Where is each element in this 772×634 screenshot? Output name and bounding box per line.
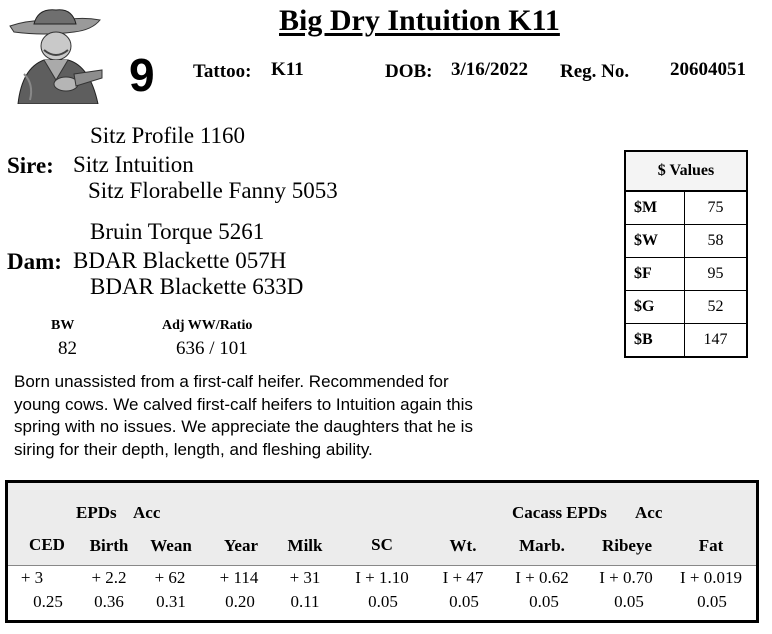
value-label: $M [625,191,685,225]
epd-value: I + 0.019 [680,568,742,587]
carcass-epd-group-label: Cacass EPDs [512,503,607,522]
sire-name: Sitz Intuition [73,152,194,177]
dam-sire: Bruin Torque 5261 [90,219,265,244]
epd-acc-label: Acc [133,503,161,522]
value-row [625,191,747,225]
epd-value: + 3 [20,568,44,587]
bw-value: 82 [58,338,77,359]
dam-dam: BDAR Blackette 633D [90,274,304,299]
sire-label: Sire: [7,153,54,178]
cowboy-logo-icon [4,4,104,104]
epd-accuracy: 0.05 [614,592,644,611]
adj-ww-value: 636 / 101 [176,338,248,359]
epd-accuracy: 0.05 [529,592,559,611]
epd-column-header: Wt. [449,536,477,555]
epd-value: + 62 [154,568,186,587]
dam-label: Dam: [7,249,62,274]
animal-name-title: Big Dry Intuition K11 [279,4,560,37]
epd-column-header: SC [371,535,393,554]
epd-value: + 2.2 [91,568,127,587]
lot-number: 9 [129,49,155,101]
value-row [625,258,747,291]
epd-accuracy: 0.11 [290,592,320,611]
epd-value: I + 0.62 [515,568,569,587]
value-label: $W [625,225,685,258]
epd-column-header: Fat [698,536,724,555]
sale-comment: Born unassisted from a first-calf heifer. Recommended for young cows. We calved first-calf heifers to Intuition again this spring with no issues. We appreciate the daughters that he is siring for their depth, length, and fleshing ability. [14,372,473,459]
dob-label: DOB: [385,61,433,82]
epd-column-header: Birth [89,536,129,555]
epd-value: + 114 [219,568,259,587]
bw-label: BW [51,318,75,333]
epd-column-header: Milk [287,536,323,555]
epd-accuracy: 0.25 [33,592,63,611]
adj-ww-label: Adj WW/Ratio [162,318,253,333]
value-row [625,291,747,324]
epd-accuracy: 0.05 [449,592,479,611]
epd-accuracy: 0.20 [225,592,255,611]
value-amount: 95 [685,258,748,291]
value-label: $F [625,258,685,291]
tattoo-label: Tattoo: [193,61,252,82]
value-label: $G [625,291,685,324]
dollar-values-title: $ Values [625,151,747,191]
reg-no-value: 20604051 [670,59,746,80]
sire-dam: Sitz Florabelle Fanny 5053 [88,178,338,203]
value-amount: 58 [685,225,748,258]
epd-column-header: Year [224,536,258,555]
value-row [625,225,747,258]
reg-no-label: Reg. No. [560,61,630,82]
epd-column-header: Marb. [519,536,565,555]
epd-group-label: EPDs [76,503,117,522]
dam-name: BDAR Blackette 057H [73,248,287,273]
ranch-logo [4,4,104,104]
epd-column-header: Ribeye [601,536,653,555]
epd-value: I + 47 [442,568,484,587]
epd-value: I + 0.70 [599,568,653,587]
dollar-values-table [624,150,748,358]
epd-column-header: CED [29,535,65,554]
sire-sire: Sitz Profile 1160 [90,123,246,148]
epd-accuracy: 0.31 [156,592,186,611]
dob-value: 3/16/2022 [451,59,529,80]
epd-value: I + 1.10 [355,568,409,587]
epd-value: + 31 [289,568,321,587]
value-amount: 75 [685,191,748,225]
carcass-acc-label: Acc [635,503,663,522]
value-label: $B [625,324,685,358]
epd-accuracy: 0.36 [94,592,124,611]
tattoo-value: K11 [271,59,304,80]
epd-column-header: Wean [150,536,192,555]
value-row [625,324,747,358]
epd-accuracy: 0.05 [368,592,398,611]
value-amount: 52 [685,291,748,324]
epd-accuracy: 0.05 [697,592,727,611]
value-amount: 147 [685,324,748,358]
epd-table [5,480,759,623]
